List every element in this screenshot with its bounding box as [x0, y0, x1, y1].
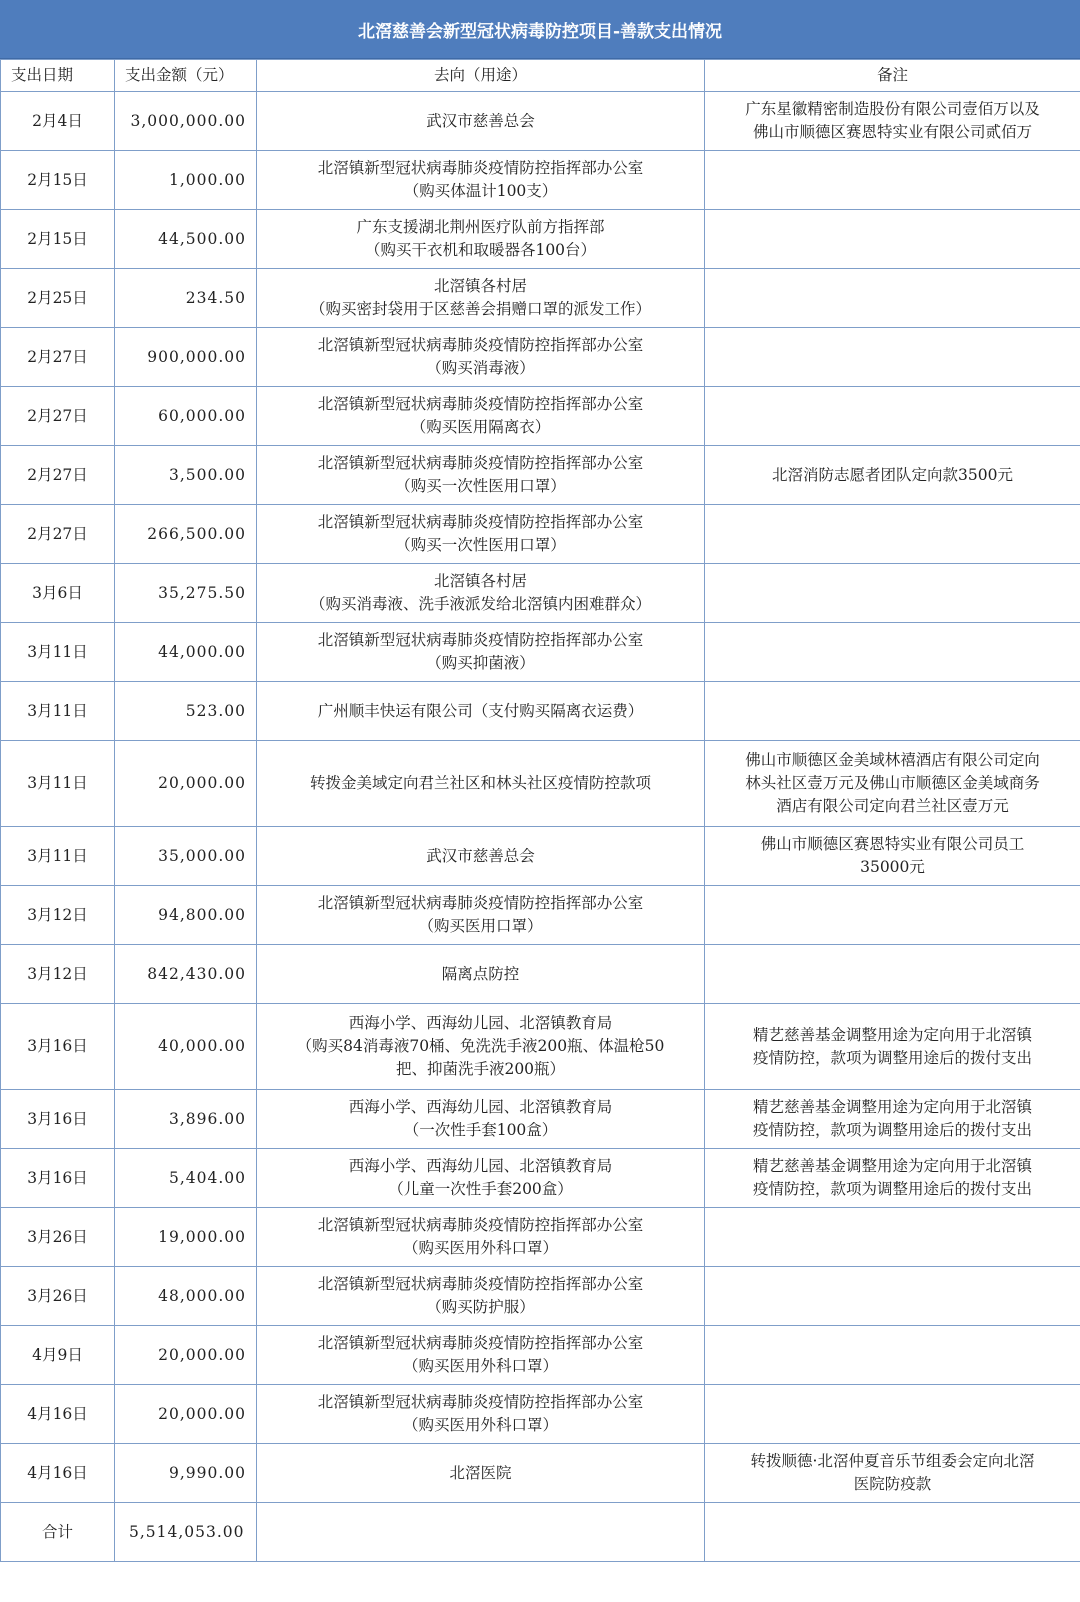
note-line: 疫情防控，款项为调整用途后的拨付支出 [752, 1121, 1032, 1139]
cell-purpose [257, 564, 705, 623]
table-row [1, 151, 1080, 210]
total-label: 合计 [1, 1503, 115, 1562]
purpose-line: （购买医用口罩） [418, 917, 543, 935]
cell-note [705, 505, 1080, 564]
table-row [1, 741, 1080, 827]
purpose-line: （购买医用外科口罩） [402, 1239, 558, 1257]
cell-amount: 900,000.00 [115, 328, 257, 387]
note-line: 疫情防控，款项为调整用途后的拨付支出 [752, 1180, 1032, 1198]
cell-purpose [257, 886, 705, 945]
purpose-line: 北滘镇新型冠状病毒肺炎疫情防控指挥部办公室 [317, 1334, 644, 1352]
note-line: 精艺慈善基金调整用途为定向用于北滘镇 [752, 1157, 1032, 1175]
cell-amount: 35,000.00 [115, 827, 257, 886]
cell-note [705, 1004, 1080, 1090]
cell-date: 2月15日 [1, 151, 115, 210]
cell-amount: 1,000.00 [115, 151, 257, 210]
header-date: 支出日期 [1, 60, 115, 92]
cell-note [705, 682, 1080, 741]
purpose-line: 转拨金美域定向君兰社区和林头社区疫情防控款项 [309, 774, 651, 792]
header-purpose: 去向（用途） [257, 60, 705, 92]
purpose-line: 隔离点防控 [441, 964, 520, 983]
report-title: 北滘慈善会新型冠状病毒防控项目-善款支出情况 [0, 0, 1080, 59]
cell-note [705, 1208, 1080, 1267]
purpose-line: （一次性手套100盒） [403, 1121, 558, 1139]
cell-note [705, 564, 1080, 623]
purpose-line: 武汉市慈善总会 [426, 111, 535, 130]
purpose-line: 北滘镇新型冠状病毒肺炎疫情防控指挥部办公室 [317, 336, 644, 354]
cell-note [705, 210, 1080, 269]
cell-note [705, 1326, 1080, 1385]
note-line: 医院防疫款 [853, 1475, 932, 1493]
purpose-line: 北滘镇各村居 [433, 572, 527, 590]
cell-purpose [257, 1444, 705, 1503]
table-row [1, 328, 1080, 387]
cell-date: 3月16日 [1, 1004, 115, 1090]
note-line: 广东星徽精密制造股份有限公司壹佰万以及 [745, 100, 1040, 118]
purpose-line: （购买一次性医用口罩） [395, 477, 566, 495]
purpose-line: 北滘医院 [449, 1463, 512, 1482]
table-row [1, 387, 1080, 446]
purpose-line: 北滘镇新型冠状病毒肺炎疫情防控指挥部办公室 [317, 631, 644, 649]
cell-amount: 9,990.00 [115, 1444, 257, 1503]
cell-purpose [257, 623, 705, 682]
table-row [1, 92, 1080, 151]
cell-date: 4月16日 [1, 1444, 115, 1503]
note-line: 林头社区壹万元及佛山市顺德区金美域商务 [745, 774, 1040, 792]
cell-date: 3月26日 [1, 1267, 115, 1326]
cell-purpose [257, 92, 705, 151]
purpose-line: （购买体温计100支） [403, 182, 558, 200]
table-row [1, 1444, 1080, 1503]
purpose-line: 北滘镇新型冠状病毒肺炎疫情防控指挥部办公室 [317, 513, 644, 531]
cell-date: 2月27日 [1, 387, 115, 446]
purpose-line: 北滘镇新型冠状病毒肺炎疫情防控指挥部办公室 [317, 159, 644, 177]
cell-purpose [257, 741, 705, 827]
cell-amount: 234.50 [115, 269, 257, 328]
cell-purpose [257, 505, 705, 564]
note-line: 佛山市顺德区赛恩特实业有限公司贰佰万 [752, 123, 1032, 141]
note-line: 佛山市顺德区金美域林禧酒店有限公司定向 [745, 751, 1040, 769]
cell-note [705, 1149, 1080, 1208]
purpose-line: 西海小学、西海幼儿园、北滘镇教育局 [348, 1157, 613, 1175]
cell-date: 2月27日 [1, 328, 115, 387]
cell-note [705, 1444, 1080, 1503]
table-row [1, 1326, 1080, 1385]
cell-note [705, 1385, 1080, 1444]
purpose-line: （购买医用隔离衣） [410, 418, 551, 436]
purpose-line: 北滘镇新型冠状病毒肺炎疫情防控指挥部办公室 [317, 454, 644, 472]
cell-date: 2月25日 [1, 269, 115, 328]
cell-note [705, 387, 1080, 446]
cell-note [705, 741, 1080, 827]
cell-note [705, 328, 1080, 387]
cell-amount: 35,275.50 [115, 564, 257, 623]
total-purpose-empty [257, 1503, 705, 1562]
cell-date: 3月12日 [1, 945, 115, 1004]
note-line: 疫情防控，款项为调整用途后的拨付支出 [752, 1048, 1032, 1067]
note-line: 35000元 [860, 858, 925, 876]
purpose-line: （购买消毒液） [426, 359, 535, 377]
cell-note [705, 945, 1080, 1004]
purpose-line: 武汉市慈善总会 [426, 846, 535, 865]
cell-purpose [257, 210, 705, 269]
purpose-line: 把、抑菌洗手液200瓶） [395, 1060, 566, 1078]
cell-purpose [257, 1208, 705, 1267]
cell-amount: 3,500.00 [115, 446, 257, 505]
table-row [1, 945, 1080, 1004]
cell-amount: 44,000.00 [115, 623, 257, 682]
note-line: 精艺慈善基金调整用途为定向用于北滘镇 [752, 1025, 1032, 1044]
purpose-line: （购买防护服） [426, 1298, 535, 1316]
table-row [1, 827, 1080, 886]
cell-note [705, 886, 1080, 945]
table-row [1, 886, 1080, 945]
purpose-line: （购买干衣机和取暖器各100台） [364, 241, 597, 259]
cell-amount: 842,430.00 [115, 945, 257, 1004]
cell-note [705, 1267, 1080, 1326]
table-row [1, 564, 1080, 623]
purpose-line: 北滘镇新型冠状病毒肺炎疫情防控指挥部办公室 [317, 395, 644, 413]
purpose-line: （购买消毒液、洗手液派发给北滘镇内困难群众） [309, 595, 651, 613]
cell-amount: 266,500.00 [115, 505, 257, 564]
cell-purpose [257, 328, 705, 387]
cell-date: 2月27日 [1, 505, 115, 564]
purpose-line: （购买一次性医用口罩） [395, 536, 566, 554]
purpose-line: （购买84消毒液70桶、免洗洗手液200瓶、体温枪50 [296, 1037, 665, 1055]
table-row [1, 1267, 1080, 1326]
purpose-line: 北滘镇新型冠状病毒肺炎疫情防控指挥部办公室 [317, 894, 644, 912]
cell-date: 4月9日 [1, 1326, 115, 1385]
cell-date: 3月11日 [1, 682, 115, 741]
table-row [1, 1208, 1080, 1267]
total-row [1, 1503, 1080, 1562]
note-line: 转拨顺德·北滘仲夏音乐节组委会定向北滘 [750, 1452, 1035, 1470]
purpose-line: 北滘镇新型冠状病毒肺炎疫情防控指挥部办公室 [317, 1275, 644, 1293]
cell-purpose [257, 151, 705, 210]
cell-amount: 3,000,000.00 [115, 92, 257, 151]
table-header-row [1, 60, 1080, 92]
cell-purpose [257, 1267, 705, 1326]
purpose-line: 西海小学、西海幼儿园、北滘镇教育局 [348, 1014, 613, 1032]
cell-date: 3月16日 [1, 1149, 115, 1208]
cell-date: 3月11日 [1, 827, 115, 886]
cell-date: 2月27日 [1, 446, 115, 505]
cell-note [705, 92, 1080, 151]
cell-purpose [257, 446, 705, 505]
table-row [1, 623, 1080, 682]
cell-note [705, 446, 1080, 505]
cell-purpose [257, 1004, 705, 1090]
cell-amount: 20,000.00 [115, 1326, 257, 1385]
cell-date: 2月15日 [1, 210, 115, 269]
cell-amount: 94,800.00 [115, 886, 257, 945]
table-row [1, 1385, 1080, 1444]
purpose-line: 广东支援湖北荆州医疗队前方指挥部 [356, 218, 605, 236]
purpose-line: 广州顺丰快运有限公司（支付购买隔离衣运费） [317, 701, 644, 720]
purpose-line: （购买医用外科口罩） [402, 1416, 558, 1434]
cell-amount: 44,500.00 [115, 210, 257, 269]
cell-date: 2月4日 [1, 92, 115, 151]
table-row [1, 1004, 1080, 1090]
table-row [1, 269, 1080, 328]
cell-amount: 40,000.00 [115, 1004, 257, 1090]
table-row [1, 1149, 1080, 1208]
purpose-line: （购买密封袋用于区慈善会捐赠口罩的派发工作） [309, 300, 651, 318]
table-row [1, 210, 1080, 269]
table-row [1, 446, 1080, 505]
cell-note [705, 151, 1080, 210]
cell-purpose [257, 269, 705, 328]
cell-purpose [257, 1090, 705, 1149]
header-amount: 支出金额（元） [115, 60, 257, 92]
table-body [1, 92, 1080, 1503]
cell-purpose [257, 945, 705, 1004]
cell-purpose [257, 1149, 705, 1208]
note-line: 精艺慈善基金调整用途为定向用于北滘镇 [752, 1098, 1032, 1116]
cell-purpose [257, 827, 705, 886]
purpose-line: （儿童一次性手套200盒） [388, 1180, 573, 1198]
cell-amount: 20,000.00 [115, 741, 257, 827]
cell-purpose [257, 1385, 705, 1444]
cell-note [705, 269, 1080, 328]
table-row [1, 682, 1080, 741]
cell-date: 3月6日 [1, 564, 115, 623]
cell-amount: 20,000.00 [115, 1385, 257, 1444]
cell-amount: 48,000.00 [115, 1267, 257, 1326]
table-row [1, 505, 1080, 564]
total-note-empty [705, 1503, 1080, 1562]
table-row [1, 1090, 1080, 1149]
note-line: 佛山市顺德区赛恩特实业有限公司员工 [760, 835, 1025, 853]
note-line: 北滘消防志愿者团队定向款3500元 [772, 465, 1013, 484]
purpose-line: 西海小学、西海幼儿园、北滘镇教育局 [348, 1098, 613, 1116]
cell-date: 3月12日 [1, 886, 115, 945]
cell-amount: 60,000.00 [115, 387, 257, 446]
cell-date: 3月11日 [1, 623, 115, 682]
cell-amount: 19,000.00 [115, 1208, 257, 1267]
cell-amount: 3,896.00 [115, 1090, 257, 1149]
purpose-line: （购买医用外科口罩） [402, 1357, 558, 1375]
cell-purpose [257, 387, 705, 446]
cell-amount: 523.00 [115, 682, 257, 741]
cell-amount: 5,404.00 [115, 1149, 257, 1208]
cell-date: 3月26日 [1, 1208, 115, 1267]
cell-date: 3月11日 [1, 741, 115, 827]
cell-purpose [257, 682, 705, 741]
purpose-line: 北滘镇新型冠状病毒肺炎疫情防控指挥部办公室 [317, 1393, 644, 1411]
expense-table [0, 59, 1080, 1562]
purpose-line: 北滘镇各村居 [433, 277, 527, 295]
note-line: 酒店有限公司定向君兰社区壹万元 [776, 797, 1009, 815]
total-amount: 5,514,053.00 [115, 1503, 257, 1562]
cell-note [705, 827, 1080, 886]
cell-purpose [257, 1326, 705, 1385]
cell-date: 4月16日 [1, 1385, 115, 1444]
cell-note [705, 1090, 1080, 1149]
header-note: 备注 [705, 60, 1080, 92]
cell-note [705, 623, 1080, 682]
purpose-line: （购买抑菌液） [426, 654, 535, 672]
cell-date: 3月16日 [1, 1090, 115, 1149]
purpose-line: 北滘镇新型冠状病毒肺炎疫情防控指挥部办公室 [317, 1216, 644, 1234]
